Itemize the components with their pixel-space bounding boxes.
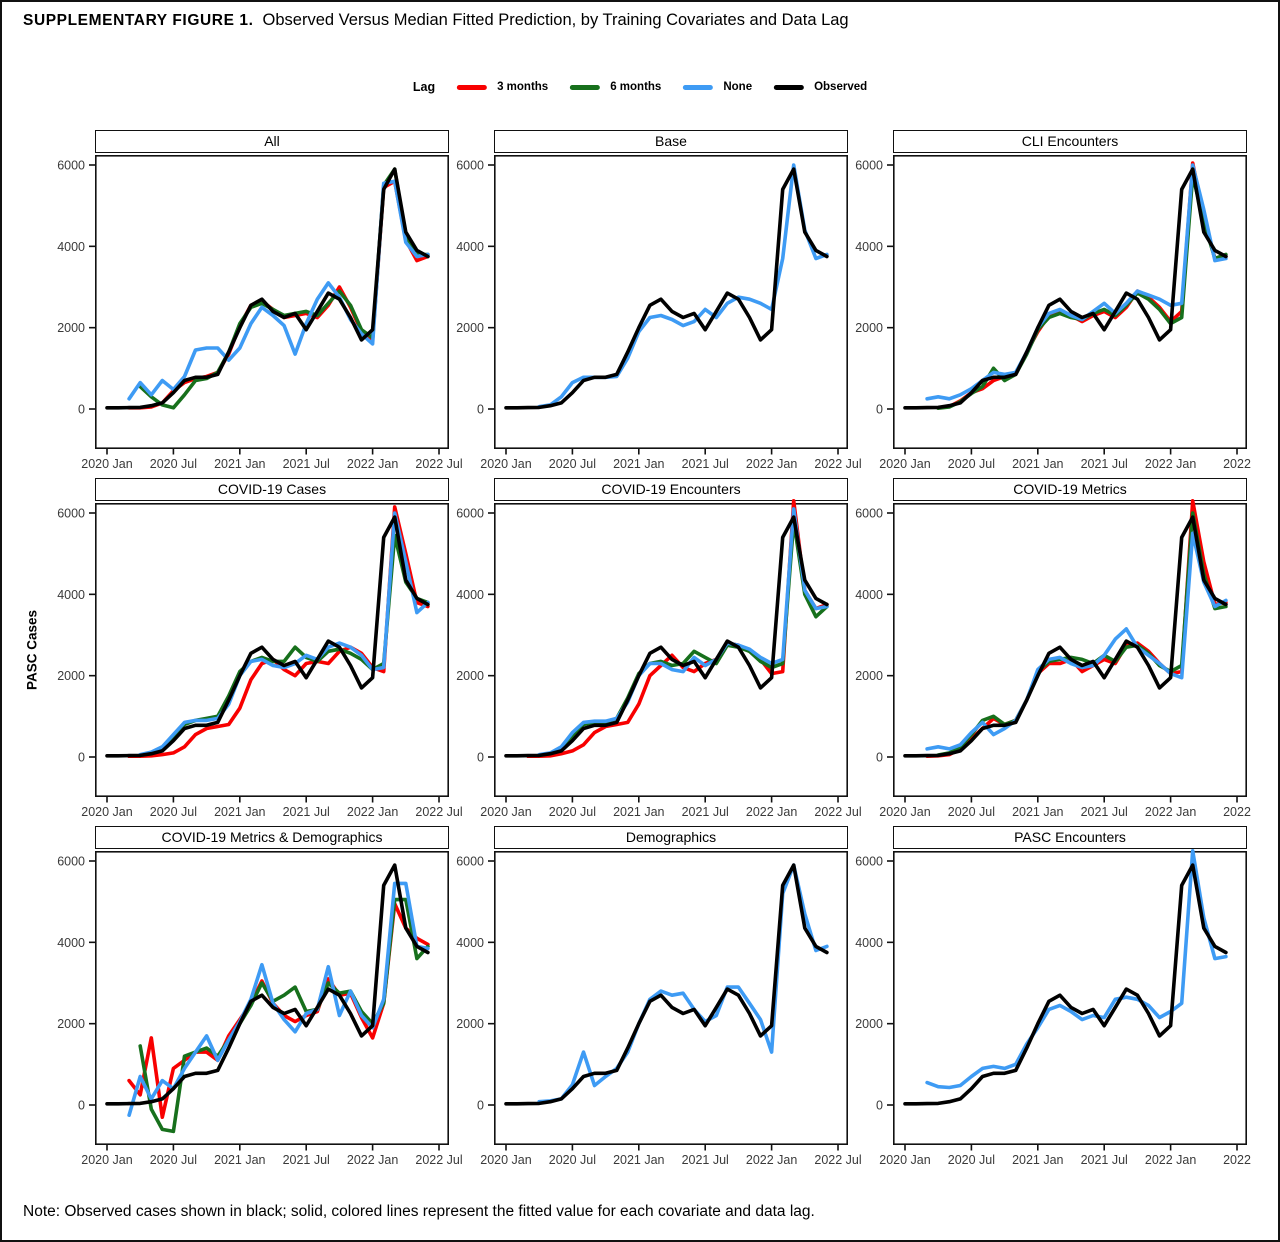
chart-panel-covid-19-encounters xyxy=(456,478,862,819)
y-tick-label: 0 xyxy=(477,402,484,417)
panel-title: Base xyxy=(494,130,848,153)
x-tick-label: 2021 Jan xyxy=(1012,805,1064,819)
x-tick-label: 2022 Jan xyxy=(1144,805,1197,819)
panel-plot xyxy=(57,503,463,819)
y-tick-label: 4000 xyxy=(456,239,484,254)
y-tick-label: 6000 xyxy=(57,506,85,521)
x-tick-label: 2022 Jan xyxy=(745,457,798,471)
chart-panel-all xyxy=(57,130,463,471)
x-tick-label: 2020 Jan xyxy=(480,1153,532,1167)
legend xyxy=(413,80,867,94)
y-tick-label: 0 xyxy=(78,1098,85,1113)
y-tick-label: 6000 xyxy=(855,506,883,521)
y-tick-label: 4000 xyxy=(456,935,484,950)
legend-swatch-1 xyxy=(457,85,487,90)
panel-plot xyxy=(855,503,1251,819)
y-tick-label: 2000 xyxy=(57,321,85,336)
x-tick-label: 2022 xyxy=(1223,1153,1251,1167)
chart-panel-covid-19-metrics xyxy=(855,478,1251,819)
x-tick-label: 2022 Jul xyxy=(814,805,862,819)
panel-title: COVID-19 Metrics & Demographics xyxy=(95,826,449,849)
x-tick-label: 2021 Jul xyxy=(681,457,729,471)
x-tick-label: 2020 Jan xyxy=(879,805,931,819)
legend-entry-label: 6 months xyxy=(610,81,662,93)
x-tick-label: 2020 Jan xyxy=(81,457,133,471)
x-tick-label: 2021 Jan xyxy=(214,805,266,819)
x-tick-label: 2021 Jul xyxy=(282,805,330,819)
x-tick-label: 2021 Jul xyxy=(282,457,330,471)
x-tick-label: 2022 Jul xyxy=(814,457,862,471)
x-tick-label: 2021 Jan xyxy=(214,1153,266,1167)
y-axis-label: PASC Cases xyxy=(24,609,40,691)
y-tick-label: 4000 xyxy=(57,935,85,950)
legend-entry-label: None xyxy=(723,81,753,93)
y-tick-label: 2000 xyxy=(57,1017,85,1032)
y-tick-label: 2000 xyxy=(456,321,484,336)
x-tick-label: 2022 Jan xyxy=(1144,457,1197,471)
x-tick-label: 2021 Jul xyxy=(1080,457,1128,471)
y-tick-label: 2000 xyxy=(57,669,85,684)
y-tick-label: 6000 xyxy=(456,854,484,869)
x-tick-label: 2022 Jan xyxy=(745,1153,798,1167)
x-tick-label: 2021 Jul xyxy=(1080,805,1128,819)
x-tick-label: 2020 Jan xyxy=(81,1153,133,1167)
legend-item-observed xyxy=(774,81,867,93)
y-tick-label: 0 xyxy=(78,402,85,417)
y-tick-label: 0 xyxy=(876,402,883,417)
x-tick-label: 2022 Jan xyxy=(346,457,399,471)
y-tick-label: 4000 xyxy=(855,935,883,950)
y-tick-label: 4000 xyxy=(855,587,883,602)
x-tick-label: 2020 Jul xyxy=(947,805,996,819)
y-tick-label: 2000 xyxy=(456,1017,484,1032)
legend-swatch-3 xyxy=(683,85,713,90)
y-tick-label: 2000 xyxy=(855,669,883,684)
y-tick-label: 6000 xyxy=(456,506,484,521)
chart-panel-demographics xyxy=(456,826,862,1167)
x-tick-label: 2022 Jul xyxy=(415,805,463,819)
x-tick-label: 2022 Jan xyxy=(1144,1153,1197,1167)
legend-item-3-months xyxy=(457,81,548,93)
y-tick-label: 6000 xyxy=(57,854,85,869)
y-tick-label: 2000 xyxy=(855,1017,883,1032)
x-tick-label: 2020 Jul xyxy=(947,457,996,471)
x-tick-label: 2020 Jul xyxy=(149,805,198,819)
x-tick-label: 2022 Jul xyxy=(814,1153,862,1167)
y-tick-label: 4000 xyxy=(456,587,484,602)
legend-entry-label: Observed xyxy=(814,81,868,93)
legend-item-6-months xyxy=(570,81,661,93)
x-tick-label: 2020 Jan xyxy=(480,805,532,819)
x-tick-label: 2020 Jan xyxy=(81,805,133,819)
x-tick-label: 2021 Jan xyxy=(613,805,665,819)
panel-plot xyxy=(456,851,862,1167)
y-tick-label: 6000 xyxy=(57,158,85,173)
x-tick-label: 2021 Jul xyxy=(681,805,729,819)
chart-panel-pasc-encounters xyxy=(855,826,1251,1167)
x-tick-label: 2022 xyxy=(1223,805,1251,819)
x-tick-label: 2022 xyxy=(1223,457,1251,471)
x-tick-label: 2021 Jan xyxy=(613,457,665,471)
panel-title: PASC Encounters xyxy=(893,826,1247,849)
y-tick-label: 0 xyxy=(876,1098,883,1113)
y-tick-label: 0 xyxy=(477,750,484,765)
x-tick-label: 2022 Jul xyxy=(415,1153,463,1167)
x-tick-label: 2021 Jan xyxy=(613,1153,665,1167)
x-tick-label: 2022 Jul xyxy=(415,457,463,471)
x-tick-label: 2020 Jul xyxy=(548,457,597,471)
y-tick-label: 2000 xyxy=(855,321,883,336)
figure-note: Note: Observed cases shown in black; solid, colored lines represent the fitted value for each covariate and data lag. xyxy=(23,1203,815,1220)
panel-plot xyxy=(855,155,1251,471)
x-tick-label: 2020 Jan xyxy=(879,1153,931,1167)
x-tick-label: 2020 Jul xyxy=(548,805,597,819)
panel-plot xyxy=(456,155,862,471)
figure-title-text: Observed Versus Median Fitted Prediction, by Training Covariates and Data Lag xyxy=(262,11,849,29)
panel-plot xyxy=(456,503,862,819)
x-tick-label: 2021 Jan xyxy=(214,457,266,471)
panel-grid xyxy=(57,130,1251,1167)
y-tick-label: 6000 xyxy=(456,158,484,173)
panel-title: All xyxy=(95,130,449,153)
x-tick-label: 2021 Jul xyxy=(681,1153,729,1167)
x-tick-label: 2021 Jul xyxy=(1080,1153,1128,1167)
panel-plot xyxy=(855,851,1251,1167)
x-tick-label: 2022 Jan xyxy=(745,805,798,819)
figure-title-tag: SUPPLEMENTARY FIGURE 1. xyxy=(23,12,254,29)
x-tick-label: 2021 Jan xyxy=(1012,1153,1064,1167)
legend-swatch-2 xyxy=(570,85,600,90)
x-tick-label: 2022 Jan xyxy=(346,1153,399,1167)
chart-panel-base xyxy=(456,130,862,471)
y-tick-label: 0 xyxy=(78,750,85,765)
y-tick-label: 4000 xyxy=(57,587,85,602)
x-tick-label: 2020 Jul xyxy=(548,1153,597,1167)
x-tick-label: 2020 Jul xyxy=(149,457,198,471)
x-tick-label: 2022 Jan xyxy=(346,805,399,819)
y-tick-label: 6000 xyxy=(855,158,883,173)
y-tick-label: 0 xyxy=(477,1098,484,1113)
panel-title: CLI Encounters xyxy=(893,130,1247,153)
y-tick-label: 4000 xyxy=(57,239,85,254)
legend-entry-label: 3 months xyxy=(497,81,549,93)
panel-title: COVID-19 Metrics xyxy=(893,478,1247,501)
chart-panel-covid-19-cases xyxy=(57,478,463,819)
panel-plot xyxy=(57,851,463,1167)
y-tick-label: 6000 xyxy=(855,854,883,869)
panel-plot xyxy=(57,155,463,471)
chart-panel-covid-19-metrics-demographics xyxy=(57,826,463,1167)
chart-panel-cli-encounters xyxy=(855,130,1251,471)
x-tick-label: 2021 Jul xyxy=(282,1153,330,1167)
x-tick-label: 2020 Jan xyxy=(879,457,931,471)
legend-item-none xyxy=(683,81,752,93)
x-tick-label: 2020 Jul xyxy=(947,1153,996,1167)
legend-swatch-4 xyxy=(774,85,804,90)
figure-title xyxy=(23,11,849,30)
x-tick-label: 2020 Jan xyxy=(480,457,532,471)
legend-title: Lag xyxy=(412,80,436,94)
y-tick-label: 0 xyxy=(876,750,883,765)
panel-title: Demographics xyxy=(494,826,848,849)
x-tick-label: 2020 Jul xyxy=(149,1153,198,1167)
x-tick-label: 2021 Jan xyxy=(1012,457,1064,471)
panel-title: COVID-19 Cases xyxy=(95,478,449,501)
y-tick-label: 4000 xyxy=(855,239,883,254)
y-tick-label: 2000 xyxy=(456,669,484,684)
panel-title: COVID-19 Encounters xyxy=(494,478,848,501)
